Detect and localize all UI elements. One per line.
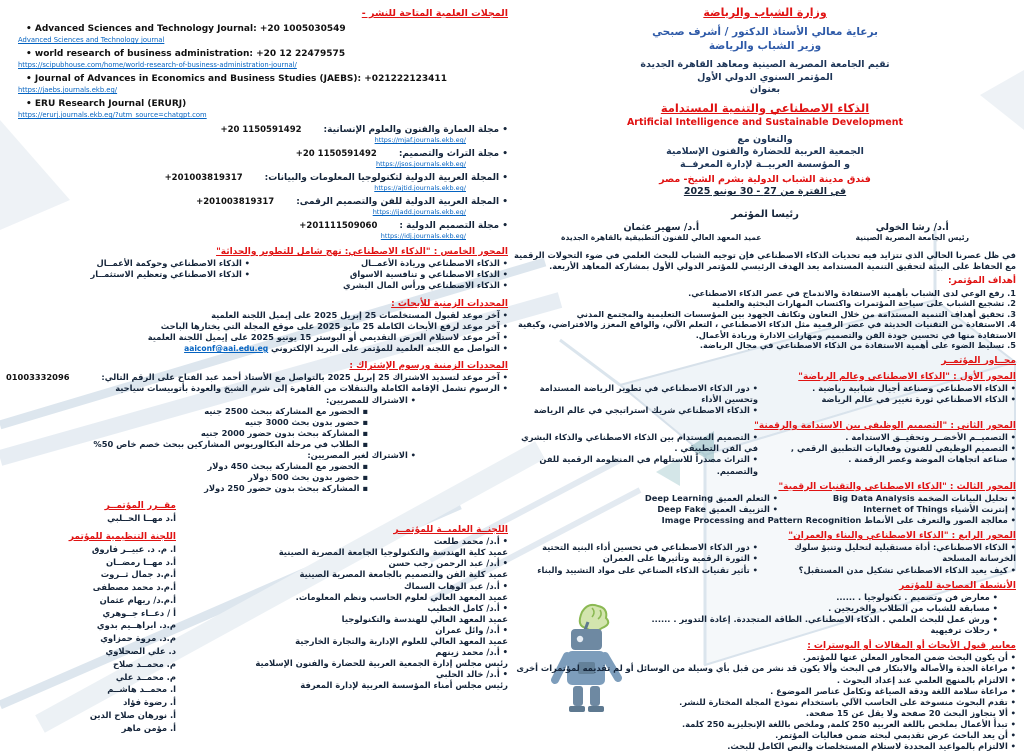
chairs-heading: رئيسا المؤتمر [731,208,799,220]
axis-bullet: • التزييف العميق Deep Fake [554,504,778,515]
deadline-email-text: التواصل مع اللجنة العلمية للمؤتمر على البريد الإلكتروني [271,343,500,354]
sponsor-line-2: وزير الشباب والرياضة [708,40,822,53]
organizing-committee-title: اللجنة التنظيمية للمؤتمر [68,531,176,542]
committee-member: أ.م.د جمال ثــروت [100,569,176,580]
goal-item: 1. رفع الوعي لدى الشباب بأهمية الاستفادة والاندماج في عصر الذكاء الاصطناعي. [688,287,1016,298]
axes-heading: محــاور المؤتمــر [941,355,1016,366]
committee-line: عميد المعهد العالي للهندسة والتكنولوجيا [341,613,508,624]
journal-name: • المجلة العربية الدولية لتكنولوجيا المعلومات والبيانات: [265,173,508,183]
axis-bullet: • دور الذكاء الاصطناعي في تحسين أداء البنية التحتية [514,542,758,553]
committee-member: د. علي الصحلاوي [105,646,176,657]
journal-item [26,74,508,85]
criteria-bullet: • الالتزام بالمنهج العلمي عند إعداد البحوث . [514,675,1016,686]
axis-bullet: • الذكاء الاصطناعي ورأس المال البشري [264,280,508,291]
chair-2-name: أ.د/ سهير عثمان [623,221,700,233]
chair-1 [856,222,969,242]
activity-bullet: • مسابقة للشباب من الطلاب والخريجين . [514,603,998,614]
goal-item: 2. تشجيع الشباب على سياحة المؤتمرات واكتساب المهارات البحثية والعلمية [711,298,1016,308]
rapporteur-title: مقــرر المؤتمــر [104,501,176,511]
committee-member: أ. نورهان صلاح الدين [89,709,176,720]
journal-name: • world research of business administration: [26,49,253,59]
english-journals-list [6,24,508,120]
axis-bullet: • التصميم الوظيفي للفنون وفعاليات التطبيق الرقمي , [772,443,1016,454]
committee-line: • أ.د/ محمد طلعت [433,536,508,547]
journal-phone: +201003819317 [196,197,275,208]
criteria-bullet: • أن يكون البحث ضمن المحاور المعلن عنها للمؤتمر. [514,652,1016,663]
criteria-bullet: • مراعاة سلامة اللغة ودقة الصياغة وتكامل عناصر الموضوع . [514,686,1016,697]
chair-2 [561,222,761,242]
criteria-bullet: • ألا يتجاوز البحث 20 صفحة ولا يقل عن 15 صفحة. [514,708,1016,719]
fee-bullet: ▪ الحضور مع المشاركة ببحث 2500 جنيه [6,406,368,417]
journal-link[interactable]: https://ajtid.journals.ekb.eg/ [374,184,466,193]
journal-phone: +201003819317 [164,173,243,184]
cooperation-line-1: والتعاون مع [737,134,793,146]
journal-name: • ERU Research Journal (ERURJ) [26,99,186,109]
organizer-line-1: تقيم الجامعة المصرية الصينية ومعاهد القاهرة الجديدة [640,59,890,71]
conference-header [514,6,1016,199]
goal-item: 5. تسليط الضوء على أهمية الاستفادة من الذكاء الاصطناعي في مجال الرياضة. [699,340,1016,350]
journal-phone: +20 12 22479575 [256,48,346,59]
committee-member: أ. رضوة فؤاد [123,697,176,708]
journal-item [6,221,508,231]
journal-link[interactable]: https://erurj.journals.ekb.eg/?utm_source=chatgpt.com [18,111,207,120]
committee-member: م.د. ابراهــيم بدوي [96,620,176,631]
committee-line: • أ.د/ خالد الحلبي [435,669,508,680]
journal-link[interactable]: https://mjaf.journals.ekb.eg/ [374,136,466,145]
activities-items [514,592,998,636]
research-deadlines-items [6,310,508,343]
cooperation-line-3: و المؤسسة العربيــة لإدارة المعرفــة [679,158,851,170]
axis-5-section [6,246,508,291]
axis-bullet: • تأثير تقنيات الذكاء الصناعي على مواد التشييد والبناء [514,565,758,576]
deadline-bullet: • آخر موعد لرفع الأبحاث الكاملة 25 مايو 2025 على موقع المجلة التي يختارها الباحث [6,321,508,332]
axis-bullet: • التعلم العميق Deep Learning [554,493,778,504]
journal-item [26,24,508,35]
fee-bullet: ▪ حضور بدون بحث 3000 جنيه [6,417,368,428]
criteria-bullet: • تقدم البحوث منسوخة على الحاسب الآلي باستخدام نموذج المجلة المختارة للنشر. [514,697,1016,708]
fees-foreigners-label: • الاشتراك لغير المصريين: [307,450,416,461]
journal-link[interactable]: Advanced Sciences and Technology journal [18,36,165,45]
fees-includes-text: الرسوم تشمل الإقامة الكاملة والتنقلات من القاهرة إلى شرم الشيخ والعودة بأتوبيسات سياحية [115,383,500,394]
journal-item [6,173,508,183]
criteria-bullet: • أن يعد الباحث عرض تقديمي لبحثه ضمن فعاليات المؤتمر. [514,730,1016,741]
fee-bullet: ▪ المشاركة ببحث بدون حضور 250 دولار [6,483,368,494]
axis-1-title: المحور الأول : "الذكاء الاصطناعي وعالم الرياضة" [798,371,1016,382]
axis-bullet: • الذكاء الاصطناعي شريك استراتيجي في عالم الرياضة [514,405,758,416]
fees-title: المحددات الزمنية ورسوم الإشتراك : [349,361,508,372]
committee-line: • أ.د/ عبد الرحمن رجب حسن [388,558,508,569]
activities-title: الأنشطة المصاحبة للمؤتمر [899,580,1016,591]
conference-title-english: Artificial Intelligence and Sustainable Development [626,116,904,128]
axis-bullet: • كيف يعيد الذكاء الاصطناعي تشكيل مدن المستقبل؟ [772,565,1016,576]
axis-bullet: • الذكاء الاصطناعي ثورة تغيير في عالم الرياضة [772,394,1016,405]
axis-bullet: • صناعة اتجاهات الموضة وعصر الرقمنة . [772,454,1016,465]
journal-name: • مجلة التراث والتصميم: [399,149,508,159]
committee-line: عميد كلية الفن والتصميم بالجامعة المصرية الصينية [299,569,508,580]
journal-name: • المجلة العربية الدولية للفن والتصميم الرقمى: [296,197,508,207]
activity-bullet: • رحلات ترفيهية [514,625,998,636]
activity-bullet: • ورش عمل للبحث العلمي . الذكاء الاصطناعي. الطاقة المتجددة. إعادة التدوير . ...... [514,614,998,625]
committee-member: م.د. مروة حمزاوي [100,633,176,644]
chair-1-role: رئيس الجامعة المصرية الصينية [855,232,969,242]
goals-items [514,288,1016,351]
axis-3-section [514,481,1016,526]
axis-5-title: المحور الخامس : "الذكاء الاصطناعي: نهج شامل للتطوير والحداثة" [216,247,508,258]
ministry-title: وزارة الشباب والرياضة [703,6,827,19]
deadline-bullet: • آخر موعد لقبول المستخلصات 25 إبريل 2025 على إيميل اللجنة العلمية [6,310,508,321]
committee-line: • أ.د/ وائل عمران [435,624,508,635]
journal-name: • Journal of Advances in Economics and Business Studies (JAEBS): [26,74,361,84]
committee-member: ا. محمــد هاشــم [107,684,176,695]
axis-1-section [514,371,1016,416]
journal-phone: +20 1150591492 [295,149,377,160]
axis-5-items [6,258,508,291]
conference-title-arabic: الذكاء الاصطناعي والتنمية المستدامة [660,101,870,116]
axis-bullet: • التصميم المستدام بين الذكاء الاصطناعي والذكاء البشري في الفن التطبيقي . [514,432,758,454]
chair-2-role: عميد المعهد العالي للفنون التطبيقية بالقاهرة الجديدة [561,232,762,242]
fee-bullet: ▪ حضور بدون بحث 500 دولار [6,472,368,483]
axis-bullet: • الذكاء الاصطناعي و تنافسية الاسواق [264,269,508,280]
fees-foreigners-items [6,461,368,494]
fee-bullet: ▪ الطلاب في مرحلة البكالوريوس المشاركين ببحث خصم خاص 50% [6,439,368,450]
chair-1-name: أ.د/ رشا الخولي [875,221,949,233]
deadline-bullet: • آخر موعد لاستلام العرض التقديمي أو البوستر 15 يونيو 2025 على إيميل اللجنة العلمية [6,332,508,343]
fees-pay-text: آخر موعد لتسديد الاشتراك 25 إبريل 2025 بالتواصل مع الأستاذ أحمد عبد الفتاح على الرقم التالي: [101,372,500,383]
axis-bullet: • الذكاء الاصطناعي وحوكمة الأعمــال [6,258,250,269]
cooperation-line-2: الجمعية العربية للحضارة والفنون الإسلامية [666,146,864,158]
journal-phone: +20 1150591492 [220,125,302,136]
deadline-email-line: • التواصل مع اللجنة العلمية للمؤتمر على البريد الإلكتروني aaiconf@aai.edu.eg [184,343,508,354]
axis-bullet: • الذكاء الاصطناعي وريادة الأعمــال [264,258,508,269]
committee-line: عميد المعهد العالي للعلوم الإدارية والتجارة الخارجية [295,635,508,646]
scientific-committee-title: اللجنــة العلميــة للمؤتمــر [393,525,508,535]
fees-noneg-label-text: الاشتراك لغير المصريين: [307,450,408,461]
committee-member: م. محمــد صلاح [112,658,176,669]
research-deadlines-section [6,298,508,355]
criteria-bullet: • مراعاة الجدة والأصالة والابتكار في البحث وألا يكون قد نشر من قبل بأي وسيلة من الوسائل أو لم تقديمه لمؤتمرات أخرى [514,663,1016,674]
committee-line: • أ.د/ عبد الوهاب السماك [403,580,508,591]
publishing-journals-heading: المجلات العلمية المتاحة للنشر - [361,8,508,19]
fee-bullet: ▪ المشاركة ببحث بدون حضور 2000 جنيه [6,428,368,439]
criteria-title: معايير قبول الأبحاث أو المقالات أو البوسترات : [807,641,1016,652]
axis-4-title: المحور الرابع : "الذكاء الاصطناعي والبناء والعمران" [788,531,1016,542]
fees-egy-label-text: الاشتراك للمصريين: [326,394,408,405]
contact-phone-number: 01003332096 [6,372,70,383]
axis-bullet: • الذكاء الاصطناعي وصناعة أجيال شبابية رياضية . [772,383,1016,394]
scientific-committee-email-link[interactable]: aaiconf@aai.edu.eg [184,344,269,354]
organizer-line-3: بعنوان [749,83,781,95]
committee-member: أ.د مهــا رمضــان [105,556,176,567]
fee-bullet: ▪ الحضور مع المشاركة ببحث 450 دولار [6,461,368,472]
organizing-committee-members [8,543,176,734]
committee-line: رئيس مجلس أمناء المؤسسة العربية لإدارة المعرفة [300,680,508,691]
goals-title: أهداف المؤتمر: [948,276,1016,287]
journal-phone: +021222123411 [364,73,447,84]
axis-bullet: • تحليل البيانات الضخمة Big Data Analysis [792,493,1016,504]
axis-4-section [514,530,1016,575]
journal-name: • مجلة التصميم الدولية : [399,221,508,231]
criteria-bullet: • الالتزام بالمواعيد المحددة لاستلام المستخلصات والنص الكامل للبحث. [514,741,1016,752]
criteria-items [514,652,1016,752]
committee-member: أ. مؤمن ماهر [121,722,176,733]
journal-item [26,99,508,110]
axis-3-title: المحور الثالث : "الذكاء الاصطناعي والتقنيات الرقمية" [778,481,1016,492]
journal-link[interactable]: https://scipubhouse.com/home/world-research-of-business-administration-journal/ [18,61,297,70]
fees-egyptians-items [6,406,368,450]
venue-line: فندق مدينة الشباب الدولية بشرم الشيخ- مصر [659,174,871,186]
journal-item [6,149,508,159]
axis-1-items [514,383,1016,416]
axis-4-items [514,542,1016,575]
journal-link[interactable]: https://jaebs.journals.ekb.eg/ [18,86,118,95]
axis-2-items [514,432,1016,476]
committee-line: عميد كلية الهندسة والتكنولوجيا الجامعة المصرية الصينية [278,547,508,558]
axis-bullet: • الثورة الرقمية وتأثيرها على العمران [514,553,758,564]
dates-line: في الفترة من 27 - 30 يونيو 2025 [683,186,847,198]
axis-3-items [554,493,1016,515]
activity-bullet: • معارض فن وتصميم . تكنولوجيا . ...... [514,592,998,603]
criteria-bullet: • تبدأ الأعمال بملخص باللغة العربية 250 كلمة, وملخص باللغة الإنجليزية 250 كلمة. [514,719,1016,730]
committee-member: أ.م.د محمد مصطفى [92,582,176,593]
activities-section [514,580,1016,637]
journal-name: • مجلة العمارة والفنون والعلوم الإنسانية: [324,125,508,135]
committee-line: رئيس مجلس إدارة الجمعية العربية للحضارة والفنون الإسلامية [255,658,508,669]
axis-2-title: المحور الثاني : "التصميم الوظيفي بين الاستدامة والرقمنة" [754,421,1016,432]
axis-bullet: • دور الذكاء الاصطناعي في تطوير الرياضة المستدامة وتحسين الأداء [514,383,758,405]
criteria-section [514,640,1016,752]
committee-member: ا. م. د. عبيــر فاروق [91,543,176,554]
journal-phone: +201111509060 [299,221,378,232]
journal-phone: +20 1005030549 [259,23,346,34]
journal-item [26,49,508,60]
fees-section [6,360,508,494]
committee-member: م. محمــد علي [115,671,176,682]
arabic-journals-list [6,125,508,240]
journal-link[interactable]: https://jsos.journals.ekb.eg/ [375,160,466,169]
sponsor-line-1: برعاية معالي الأستاذ الدكتور / أشرف صبحي [652,25,878,38]
chairs-row [514,222,1016,242]
axis-bullet: • التصميــم الأخضــر وتحقيــق الاستدامة . [772,432,1016,443]
goal-item: 4. الاستفادة من التقنيات الحديثة في عصر الرقمية مثل الذكاء الاصطناعي ، التعلم الآلي، والواقع المعزز والافتراضي، وكيفية الاستفادة منها في تحسين جودة الفن والتصميم ومهارات الادارة وريادة الأعمال. [517,319,1016,340]
committee-line: • أ.د/ محمد زينهم [435,647,508,658]
committee-line: عميد المعهد العالي لعلوم الحاسب ونظم المعلومات. [295,591,508,602]
intro-paragraph: في ظل عصرنا الحالي الذي تتزايد فيه تحديات الذكاء الاصطناعي فإن توجيه الشباب للبحث العلمي في ضوء التحولات الرقمية مع الحفاظ على البيئة لتحقيق التنمية المستدامة يعد الهدف الرئيسي للمؤتمر الدولي الأول بمشاركة المعاهد الأربعة. [514,249,1016,271]
journal-link[interactable]: https://idj.journals.ekb.eg/ [380,232,466,241]
axis-3-full-item: • معالجة الصور والتعرف على الأنماط Image Processing and Pattern Recognition [661,515,1016,526]
scientific-committee-column [178,524,508,691]
goal-item: 3. تحقيق أهداف التنمية المستدامة من خلال التعاون وتكاتف الجهود بين المؤسسات التعليمية والمجتمع المدني [576,308,1016,319]
right-column [514,6,1016,752]
committee-line: • أ.د/ كامل الخطيب [427,602,508,613]
axis-bullet: معالجة الصور والتعرف على الأنماط Image Processing and Pattern Recognition [661,515,1008,526]
axis-bullet: • إنترنت الأشياء Internet of Things [792,504,1016,515]
axis-bullet: • الذكاء الاصطناعي: أداة مستقبلية لتحليل وتنبؤ سلوك الخرسانة المسلحة [772,542,1016,564]
fees-egyptians-label: • الاشتراك للمصريين: [326,394,416,405]
fees-pay-deadline: • آخر موعد لتسديد الاشتراك 25 إبريل 2025 بالتواصل مع الأستاذ أحمد عبد الفتاح على الرقم التالي: 01003332096 [6,372,508,383]
organizer-line-2: المؤتمر السنوي الدولي الأول [697,71,833,83]
rapporteur-name: أ.د مهــا الحــلبي [107,513,176,524]
journal-item [6,125,508,135]
research-deadlines-title: المحددات الزمنية للأبحاث : [391,298,508,309]
journal-link[interactable]: https://ijadd.journals.ekb.eg/ [372,208,466,217]
committee-member: أ.م.د/ ريهام عثمان [99,594,176,605]
journal-item [6,197,508,207]
left-column [6,8,508,495]
goals-section [514,275,1016,350]
fees-includes: • الرسوم تشمل الإقامة الكاملة والتنقلات من القاهرة إلى شرم الشيخ والعودة بأتوبيسات سياحية [115,383,508,394]
scientific-committee-members [178,536,508,691]
journal-name: • Advanced Sciences and Technology Journal: [26,24,257,34]
axis-bullet: • التراث مصدراً للاستلهام في المنظومة الرقمية للفن والتصميم. [514,454,758,476]
committee-member: أ / دعــاء جــوهري [102,607,176,618]
axis-bullet: • الذكاء الاصطناعي وتعظيم الاستثمــار [6,269,250,280]
organizing-column [8,500,176,734]
axis-2-section [514,420,1016,477]
